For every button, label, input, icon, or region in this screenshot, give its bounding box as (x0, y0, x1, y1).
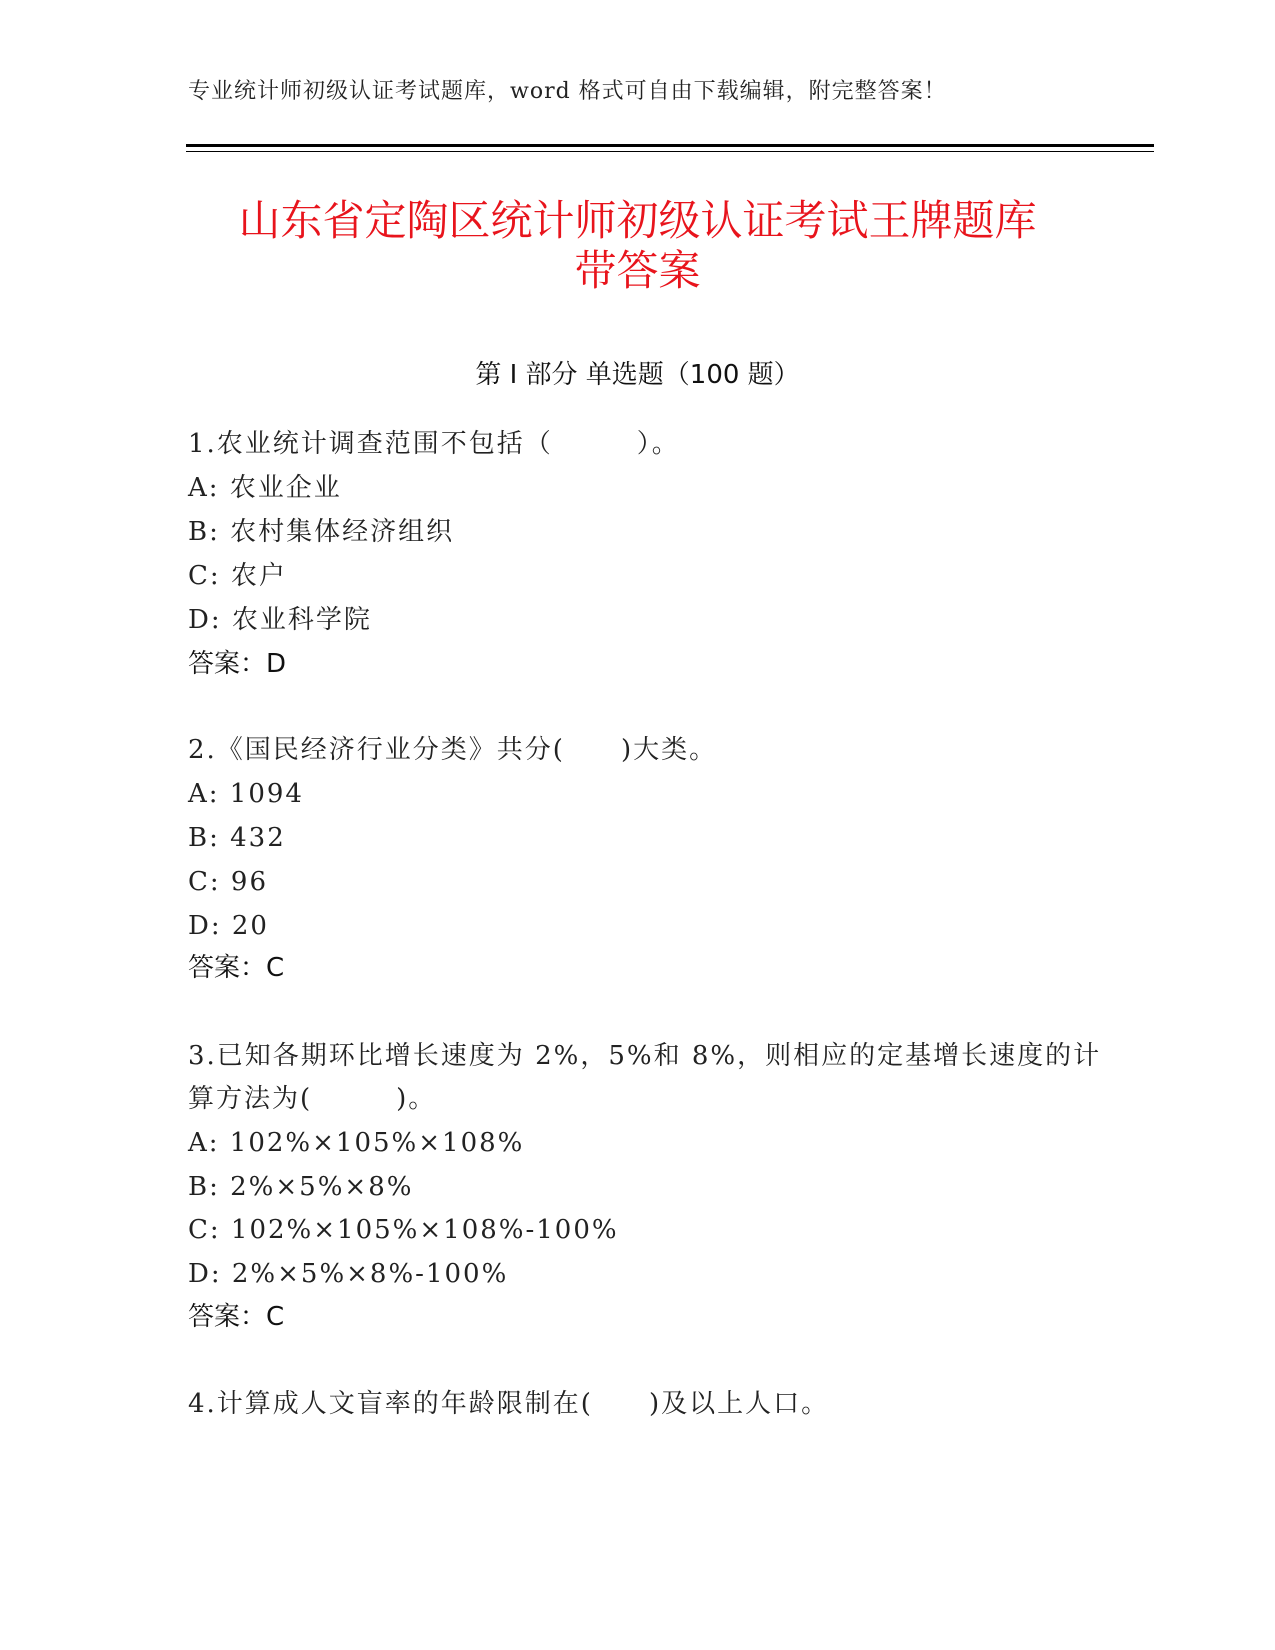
question-4-stem: 4.计算成人文盲率的年龄限制在( )及以上人口。 (188, 1389, 830, 1419)
question-1-answer: 答案：D (188, 649, 287, 679)
question-1-option-d: D: 农业科学院 (188, 605, 372, 635)
question-3-stem-line-1: 3.已知各期环比增长速度为 2%，5%和 8%，则相应的定基增长速度的计 (188, 1041, 1102, 1071)
question-1-option-a: A: 农业企业 (188, 473, 342, 503)
question-2-option-a: A: 1094 (188, 779, 304, 809)
header-divider-thick (186, 144, 1154, 147)
section-heading: 第 I 部分 单选题（100 题） (475, 360, 800, 390)
question-3-option-b: B: 2%×5%×8% (188, 1172, 414, 1202)
question-3-option-c: C: 102%×105%×108%-100% (188, 1215, 619, 1245)
question-2-option-d: D: 20 (188, 911, 269, 941)
question-2-option-b: B: 432 (188, 823, 286, 853)
question-3-option-a: A: 102%×105%×108% (188, 1128, 525, 1158)
question-3-answer: 答案：C (188, 1302, 285, 1332)
document-title-line-1: 山东省定陶区统计师初级认证考试王牌题库 (238, 196, 1037, 245)
question-1-stem: 1.农业统计调查范围不包括（ ）。 (188, 429, 680, 459)
question-1-option-c: C: 农户 (188, 561, 287, 591)
document-title (0, 196, 1275, 296)
question-3-option-d: D: 2%×5%×8%-100% (188, 1259, 509, 1289)
question-2-answer: 答案：C (188, 953, 285, 983)
header-divider-thin (186, 151, 1154, 152)
question-2-option-c: C: 96 (188, 867, 269, 897)
document-title-line-2: 带答案 (574, 246, 701, 295)
question-2-stem: 2.《国民经济行业分类》共分( )大类。 (188, 735, 718, 765)
header-note: 专业统计师初级认证考试题库，word 格式可自由下载编辑，附完整答案！ (188, 79, 947, 104)
question-1-option-b: B: 农村集体经济组织 (188, 517, 455, 547)
question-3-stem-line-2: 算方法为( )。 (188, 1084, 437, 1114)
